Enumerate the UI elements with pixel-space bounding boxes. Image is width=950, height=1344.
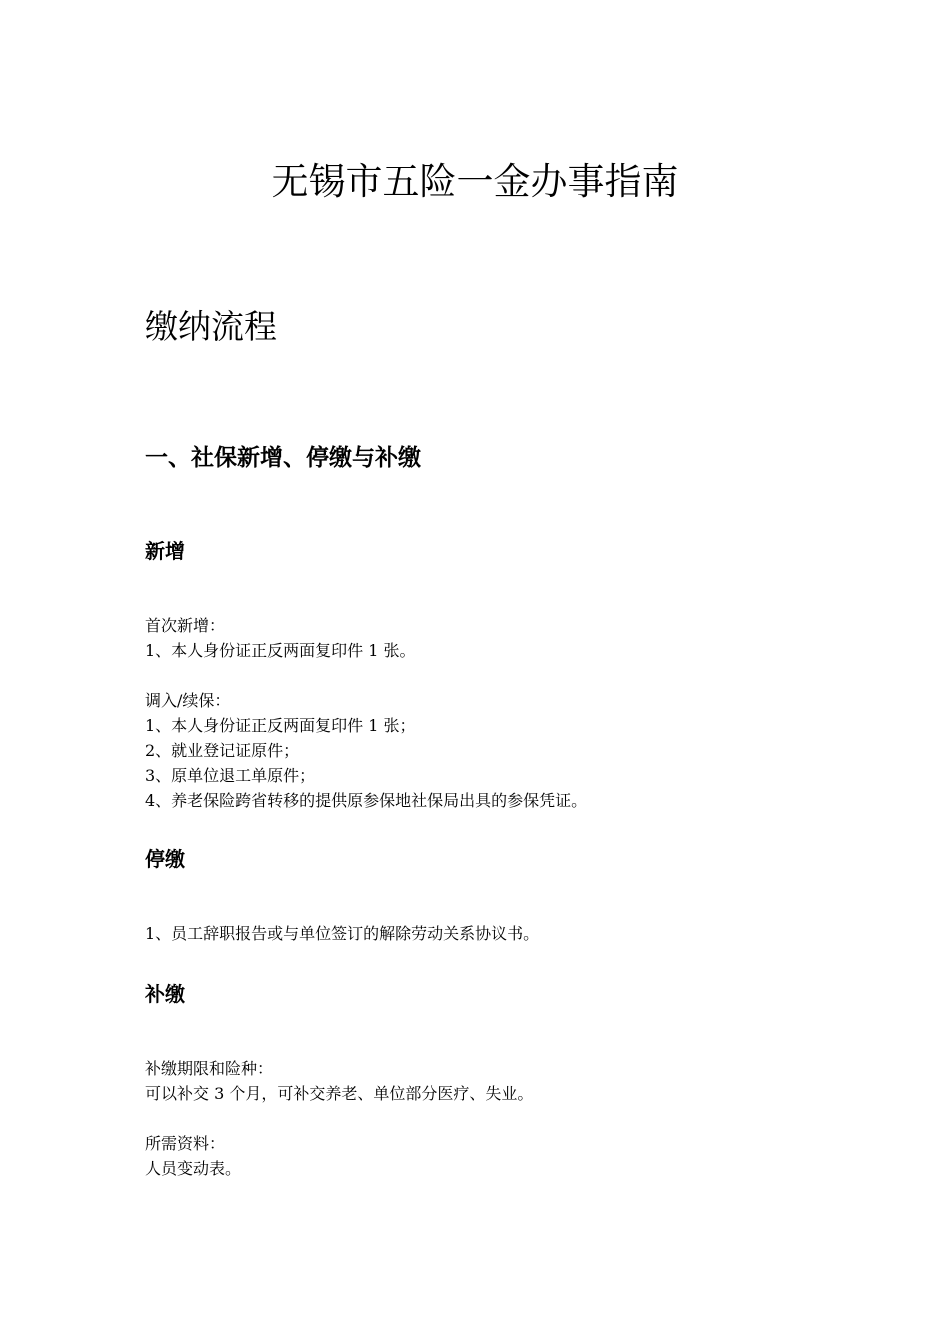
heading-new: 新增: [145, 539, 185, 563]
supplement-materials-text: 人员变动表。: [145, 1159, 242, 1178]
spacer: [145, 663, 845, 688]
heading-supplement: 补缴: [145, 982, 185, 1006]
supplement-period-label: 补缴期限和险种：: [145, 1059, 274, 1078]
spacer: [145, 1106, 845, 1131]
first-enrollment-label: 首次新增：: [145, 616, 226, 635]
supplement-materials-label: 所需资料：: [145, 1134, 226, 1153]
heading-stop: 停缴: [145, 847, 185, 871]
transfer-item: 1、本人身份证正反两面复印件 1 张；: [145, 716, 416, 735]
supplement-period-text: 可以补交 3 个月，可补交养老、单位部分医疗、失业。: [145, 1084, 534, 1103]
section-title: 缴纳流程: [145, 307, 277, 346]
transfer-item: 3、原单位退工单原件；: [145, 766, 316, 785]
document-title: 无锡市五险一金办事指南: [271, 160, 679, 203]
first-enrollment-item: 1、本人身份证正反两面复印件 1 张。: [145, 641, 416, 660]
transfer-item: 2、就业登记证原件；: [145, 741, 300, 760]
stop-item: 1、员工辞职报告或与单位签订的解除劳动关系协议书。: [145, 924, 540, 943]
supplement-block: [145, 1056, 845, 1181]
new-enrollment-block: [145, 613, 845, 813]
transfer-label: 调入/续保：: [145, 691, 231, 710]
transfer-item: 4、养老保险跨省转移的提供原参保地社保局出具的参保凭证。: [145, 791, 588, 810]
stop-block: [145, 921, 845, 946]
subsection-title: 一、社保新增、停缴与补缴: [145, 445, 421, 471]
